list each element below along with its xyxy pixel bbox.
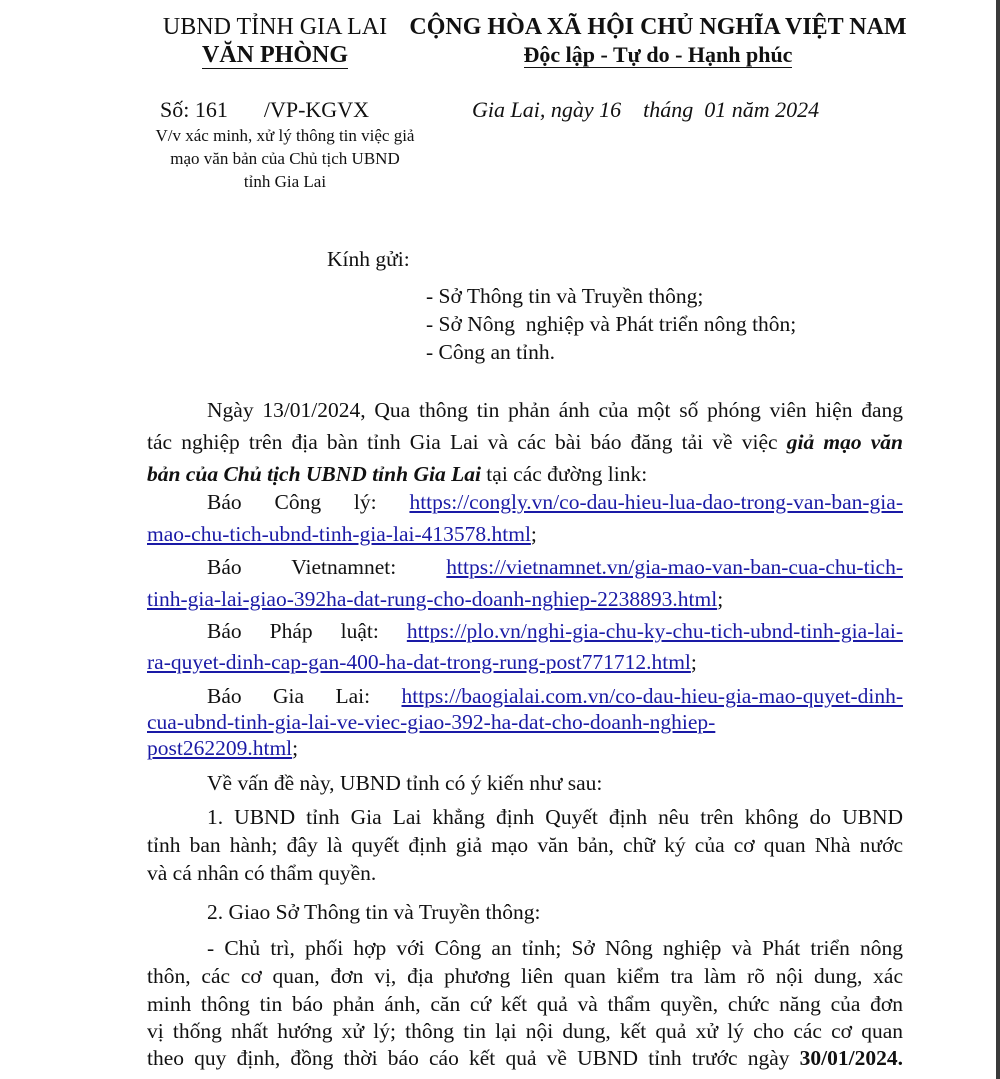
recipient-item: - Sở Nông nghiệp và Phát triển nông thôn;	[426, 312, 797, 336]
document-number: Số: 161 /VP-KGVX	[160, 97, 369, 122]
link-url[interactable]: cua-ubnd-tinh-gia-lai-ve-viec-giao-392-ha-dat-cho-doanh-nghiep-	[147, 710, 716, 734]
subject-line: mạo văn bản của Chủ tịch UBND	[170, 149, 400, 168]
subject-line: tỉnh Gia Lai	[243, 172, 327, 191]
link-phapluat-cont: ra-quyet-dinh-cap-gan-400-ha-dat-trong-rung-post771712.html;	[147, 650, 697, 674]
link-vietnamnet-cont: tinh-gia-lai-giao-392ha-dat-rung-cho-doanh-nghiep-2238893.html;	[147, 587, 724, 611]
motto: Độc lập - Tự do - Hạnh phúc	[523, 42, 793, 67]
point1-line: 1. UBND tỉnh Gia Lai khẳng định Quyết định nêu trên không do UBND	[207, 805, 903, 829]
link-url[interactable]: https://congly.vn/co-dau-hieu-lua-dao-trong-van-ban-gia-	[409, 490, 903, 514]
opinion-intro: Về vấn đề này, UBND tỉnh có ý kiến như sau:	[207, 771, 603, 795]
intro-line: bản của Chủ tịch UBND tỉnh Gia Lai tại các đường link:	[147, 462, 648, 486]
point2-title: 2. Giao Sở Thông tin và Truyền thông:	[207, 900, 541, 924]
link-congly-cont: mao-chu-tich-ubnd-tinh-gia-lai-413578.html;	[147, 522, 537, 546]
link-url[interactable]: https://baogialai.com.vn/co-dau-hieu-gia-mao-quyet-dinh-	[401, 684, 903, 708]
link-url[interactable]: https://plo.vn/nghi-gia-chu-ky-chu-tich-ubnd-tinh-gia-lai-	[406, 619, 903, 643]
link-url[interactable]: mao-chu-tich-ubnd-tinh-gia-lai-413578.html	[147, 522, 531, 546]
link-gialai: Báo Gia Lai: https://baogialai.com.vn/co-dau-hieu-gia-mao-quyet-dinh-	[207, 684, 903, 708]
org-name: UBND TỈNH GIA LAI	[162, 14, 388, 40]
point1-line: tỉnh ban hành; đây là quyết định giả mạo văn bản, chữ ký của cơ quan Nhà nước	[147, 833, 903, 857]
point1-line: và cá nhân có thẩm quyền.	[147, 861, 377, 885]
point2-line: thôn, các cơ quan, đơn vị, địa phương liên quan kiểm tra làm rõ nội dung, xác	[147, 964, 903, 988]
link-congly: Báo Công lý: https://congly.vn/co-dau-hieu-lua-dao-trong-van-ban-gia-	[207, 490, 903, 514]
intro-line: tác nghiệp trên địa bàn tỉnh Gia Lai và các bài báo đăng tải về việc giả mạo văn	[147, 430, 903, 454]
link-vietnamnet: Báo Vietnamnet: https://vietnamnet.vn/gia-mao-van-ban-cua-chu-tich-	[207, 555, 903, 579]
point2-line: minh thông tin báo phản ánh, căn cứ kết quả và thẩm quyền, chức năng của đơn	[147, 992, 903, 1016]
greeting: Kính gửi:	[327, 247, 410, 271]
link-phapluat: Báo Pháp luật: https://plo.vn/nghi-gia-chu-ky-chu-tich-ubnd-tinh-gia-lai-	[207, 619, 903, 643]
link-gialai-cont: post262209.html;	[147, 736, 299, 760]
subject-line: V/v xác minh, xử lý thông tin việc giả	[155, 126, 415, 145]
recipient-item: - Sở Thông tin và Truyền thông;	[426, 284, 704, 308]
point2-line: theo quy định, đồng thời báo cáo kết quả về UBND tỉnh trước ngày 30/01/2024.	[147, 1046, 903, 1070]
link-url[interactable]: https://vietnamnet.vn/gia-mao-van-ban-cua-chu-tich-	[446, 555, 903, 579]
recipient-item: - Công an tỉnh.	[426, 340, 555, 364]
link-url[interactable]: ra-quyet-dinh-cap-gan-400-ha-dat-trong-rung-post771712.html	[147, 650, 691, 674]
point2-line: - Chủ trì, phối hợp với Công an tỉnh; Sở Nông nghiệp và Phát triển nông	[207, 936, 903, 960]
link-url[interactable]: tinh-gia-lai-giao-392ha-dat-rung-cho-doanh-nghiep-2238893.html	[147, 587, 718, 611]
place-date: Gia Lai, ngày 16 tháng 01 năm 2024	[472, 97, 820, 122]
office-name: VĂN PHÒNG	[202, 42, 348, 68]
point2-line: vị thống nhất hướng xử lý; thông tin lại nội dung, kết quả xử lý cho các cơ quan	[147, 1019, 903, 1043]
nation-title: CỘNG HÒA XÃ HỘI CHỦ NGHĨA VIỆT NAM	[409, 14, 907, 40]
intro-line: Ngày 13/01/2024, Qua thông tin phản ánh của một số phóng viên hiện đang	[207, 398, 903, 422]
link-url[interactable]: post262209.html	[147, 736, 293, 760]
